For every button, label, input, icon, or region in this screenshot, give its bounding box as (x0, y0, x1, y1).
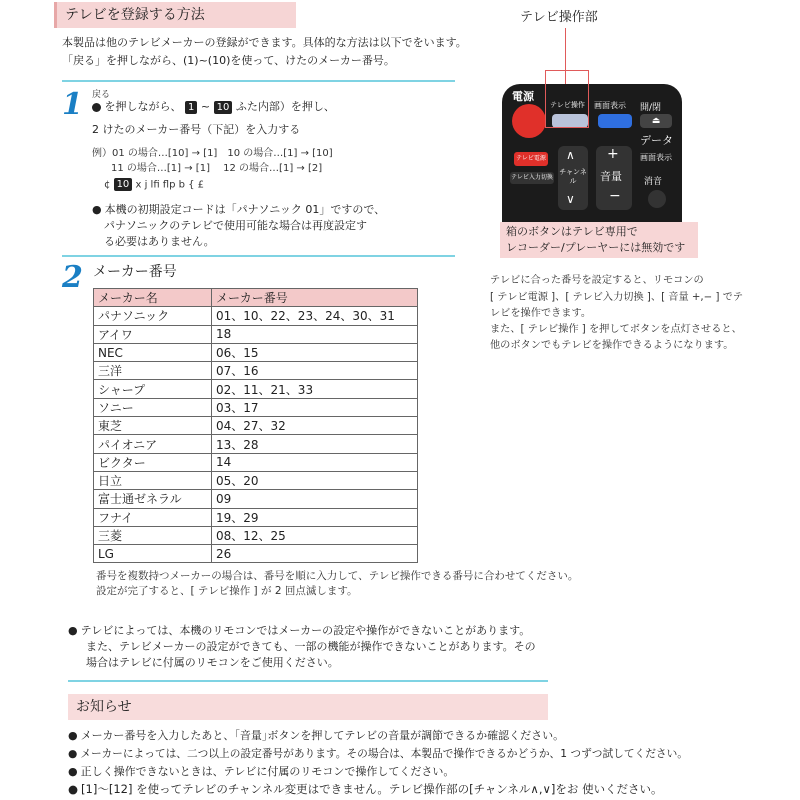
remote-caption: テレビ操作部 (520, 10, 598, 25)
divider (62, 255, 455, 257)
remote-desc-line-3: レビを操作できます。 (490, 308, 592, 319)
maker-name: NEC (94, 343, 212, 361)
table-row (94, 343, 418, 361)
table-row (94, 362, 418, 380)
box-note-line-2: レコーダー/プレーヤーには無効です (506, 241, 686, 254)
step-2-number: 2 (62, 260, 83, 295)
example-row-2: 11 の場合…[1] → [1] 12 の場合…[1] → [2] (111, 163, 323, 174)
table-row (94, 398, 418, 416)
notice-title: お知らせ (68, 694, 548, 720)
step-1-line-2: 2 けたのメーカー番号（下記）を入力する (92, 123, 301, 136)
key-1: 1 (185, 101, 197, 114)
step-1-line-1-suffix: ふた内部）を押し、 (235, 100, 335, 113)
note-line-1: ● 本機の初期設定コードは「パナソニック 01」ですので、 (92, 201, 385, 218)
after-table-line-1: 番号を複数持つメーカーの場合は、番号を順に入力して、テレビ操作できる番号に合わせてください。 (96, 570, 579, 582)
eject-icon: ⏏ (640, 114, 672, 128)
remote-desc-line-1: テレビに合った番号を設定すると、リモコンの (490, 275, 704, 286)
maker-code: 04、27、32 (212, 417, 418, 435)
maker-code: 08、12、25 (212, 526, 418, 544)
minus-icon: − (609, 188, 621, 204)
maker-code: 13、28 (212, 435, 418, 453)
table-row (94, 417, 418, 435)
mute-button (648, 190, 666, 208)
maker-name: パナソニック (94, 307, 212, 325)
chevron-up-icon: ∧ (566, 148, 575, 162)
intro-line-2: 「戻る」を押しながら、(1)~(10)を使って、けたのメーカー番号。 (62, 54, 395, 67)
maker-name: 三洋 (94, 362, 212, 380)
open-close-label: 開/閉 (640, 103, 662, 113)
power-button (512, 104, 546, 138)
caption-pointer-box (545, 70, 589, 128)
remote-box-note (500, 222, 698, 258)
header-maker-name: メーカー名 (94, 289, 212, 307)
maker-name: ソニー (94, 398, 212, 416)
maker-code: 07、16 (212, 362, 418, 380)
maker-name: 日立 (94, 471, 212, 489)
maker-name: 三菱 (94, 526, 212, 544)
blue-button (598, 114, 632, 128)
mute-label: 消音 (644, 177, 663, 187)
table-row (94, 325, 418, 343)
divider (62, 80, 455, 82)
maker-code: 01、10、22、23、24、30、31 (212, 307, 418, 325)
tv-power-button: テレビ電源 (514, 152, 548, 166)
maker-name: パイオニア (94, 435, 212, 453)
tilde: ~ (200, 100, 211, 113)
intro-line-1: 本製品は他のテレビメーカーの登録ができます。具体的な方法は以下でをいます。 (62, 36, 467, 49)
back-button-icon (92, 103, 101, 112)
maker-code: 09 (212, 490, 418, 508)
plus-icon: + (607, 146, 619, 162)
volume-rocker (596, 146, 632, 210)
notice-item-1: ● メーカー番号を入力したあと、｢音量｣ボタンを押してテレビの音量が調節できるか確認ください。 (68, 727, 564, 744)
chevron-down-icon: ∨ (566, 192, 575, 206)
header-maker-code: メーカー番号 (212, 289, 418, 307)
maker-code: 06、15 (212, 343, 418, 361)
step-2-title: メーカー番号 (93, 264, 177, 280)
section-title: テレビを登録する方法 (54, 2, 296, 28)
maker-name: シャープ (94, 380, 212, 398)
power-label: 電源 (512, 90, 534, 103)
channel-label: チャンネル (559, 168, 587, 185)
table-row (94, 526, 418, 544)
screen-display-label: 画面表示 (594, 101, 626, 110)
box-note-line-1: 箱のボタンはテレビ専用で (506, 225, 638, 238)
note-line-2: パナソニックのテレビで使用可能な場合は再度設定す (104, 219, 368, 232)
table-row (94, 545, 418, 563)
back-label: 戻る (92, 90, 111, 100)
table-row (94, 307, 418, 325)
table-row (94, 508, 418, 526)
warning-line-1: ● テレビによっては、本機のリモコンではメーカーの設定や操作ができないことがあります。 (68, 622, 530, 639)
garbled-prefix: ¢ (104, 179, 111, 191)
warning-line-2: また、テレビメーカーの設定ができても、一部の機能が操作できないことがあります。その (86, 640, 536, 653)
divider (68, 680, 548, 682)
step-1-line-1-prefix: を押しながら、 (104, 100, 182, 113)
garbled-suffix: x j lfi flp b { £ (135, 179, 205, 191)
warning-line-3: 場合はテレビに付属のリモコンをご使用ください。 (86, 656, 339, 669)
maker-name: LG (94, 545, 212, 563)
maker-code: 18 (212, 325, 418, 343)
table-row (94, 435, 418, 453)
table-row (94, 490, 418, 508)
table-header-row (94, 289, 418, 307)
maker-code: 03、17 (212, 398, 418, 416)
step-1-number: 1 (62, 87, 83, 122)
tv-input-button: テレビ入力切換 (510, 172, 554, 184)
tv-op-label: テレビ操作 (550, 101, 585, 109)
maker-code: 05、20 (212, 471, 418, 489)
maker-name: 富士通ゼネラル (94, 490, 212, 508)
step-1-line-1 (92, 98, 335, 115)
remote-desc-line-4: また、[ テレビ操作 ] を押してボタンを点灯させると、 (490, 324, 742, 335)
screen-display-label-2: 画面表示 (640, 153, 672, 162)
channel-rocker (558, 146, 588, 210)
notice-item-4: ● [1]～[12] を使ってテレビのチャンネル変更はできません。テレビ操作部の[チャンネル∧,∨]をお 使いください。 (68, 781, 663, 798)
note-line-3: る必要はありません。 (104, 235, 215, 248)
table-row (94, 453, 418, 471)
table-row (94, 380, 418, 398)
maker-code: 26 (212, 545, 418, 563)
maker-name: ビクター (94, 453, 212, 471)
garbled-row (104, 178, 204, 193)
maker-code: 02、11、21、33 (212, 380, 418, 398)
maker-code: 19、29 (212, 508, 418, 526)
example-row-1: 例）01 の場合…[10] → [1] 10 の場合…[1] → [10] (92, 148, 333, 159)
notice-item-3: ● 正しく操作できないときは、テレビに付属のリモコンで操作してください。 (68, 763, 454, 780)
maker-table (93, 288, 418, 563)
key-10: 10 (214, 101, 233, 114)
after-table-line-2: 設定が完了すると、[ テレビ操作 ] が 2 回点滅します。 (96, 585, 358, 597)
maker-name: フナイ (94, 508, 212, 526)
data-label: データ (640, 134, 673, 147)
notice-item-2: ● メーカーによっては、二つ以上の設定番号があります。その場合は、本製品で操作できるかどうか、1 つずつ試してください。 (68, 745, 688, 762)
maker-name: アイワ (94, 325, 212, 343)
remote-desc-line-2: [ テレビ電源 ]、[ テレビ入力切換 ]、[ 音量 +,− ] でテ (490, 292, 744, 303)
volume-label: 音量 (600, 170, 622, 183)
maker-name: 東芝 (94, 417, 212, 435)
remote-desc-line-5: 他のボタンでもテレビを操作できるようになります。 (490, 340, 734, 351)
table-row (94, 471, 418, 489)
maker-code: 14 (212, 453, 418, 471)
remote-image (502, 84, 682, 222)
garbled-key: 10 (114, 178, 133, 191)
